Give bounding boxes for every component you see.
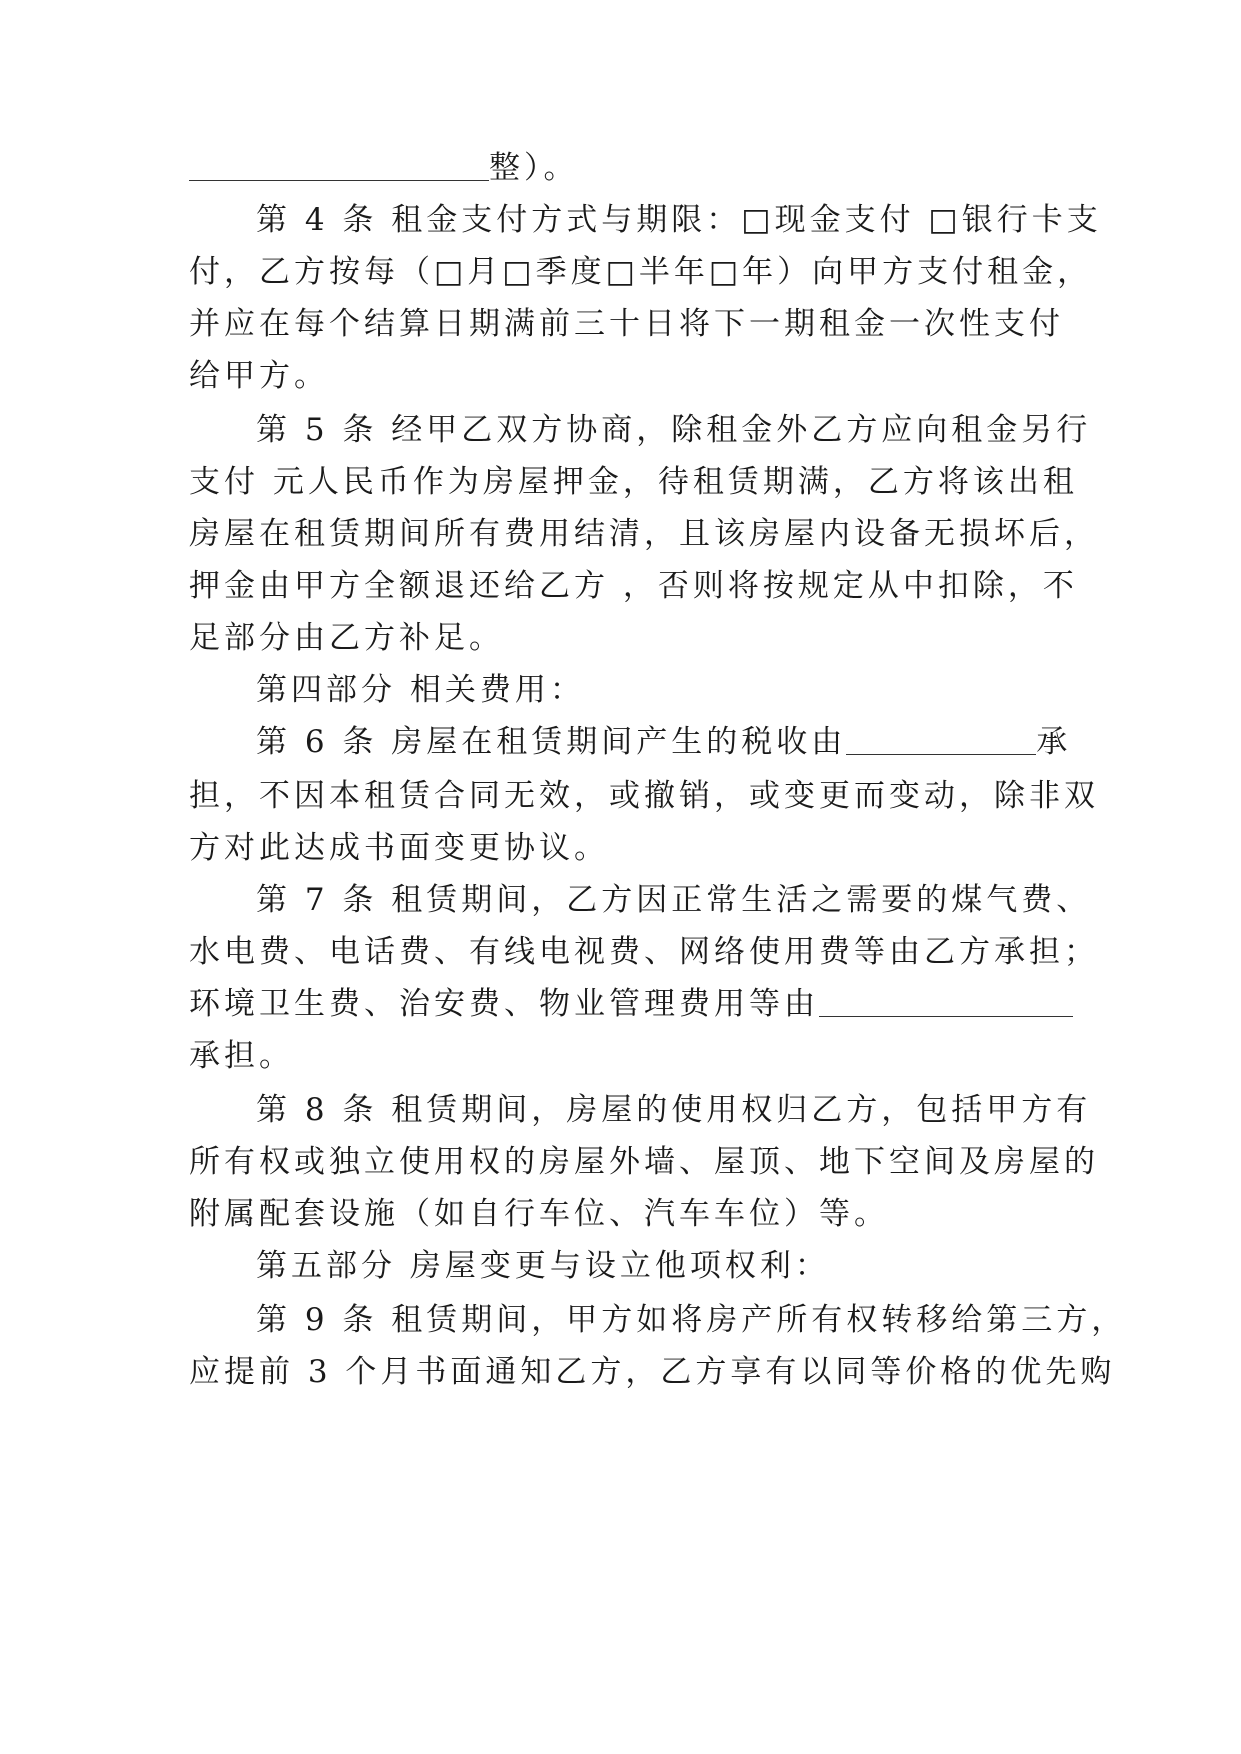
text-line: 担，不因本租赁合同无效，或撤销，或变更而变动，除非双 xyxy=(189,778,1099,814)
clause-4-heading: 第 4 条 租金支付方式与期限：□现金支付 □银行卡支 xyxy=(256,202,1102,238)
text-line: 方对此达成书面变更协议。 xyxy=(189,830,609,866)
clause-6-heading: 第 6 条 房屋在租赁期间产生的税收由 承 xyxy=(256,712,1136,772)
text-line: 应提前 3 个月书面通知乙方，乙方享有以同等价格的优先购 xyxy=(189,1354,1116,1390)
fill-in-blank xyxy=(819,974,1073,1017)
text-line: 附属配套设施（如自行车位、汽车车位）等。 xyxy=(189,1196,889,1232)
text-line: 水电费、电话费、有线电视费、网络使用费等由乙方承担； xyxy=(189,934,1099,970)
text-line: 环境卫生费、治安费、物业管理费用等由 xyxy=(189,974,1069,1034)
clause-8-heading: 第 8 条 租赁期间，房屋的使用权归乙方，包括甲方有 xyxy=(256,1092,1092,1128)
text-line: 给甲方。 xyxy=(189,358,329,394)
text-line: 押金由甲方全额退还给乙方 ，否则将按规定从中扣除，不 xyxy=(189,568,1078,604)
section-5-heading: 第五部分 房屋变更与设立他项权利： xyxy=(256,1248,830,1284)
text-line: 并应在每个结算日期满前三十日将下一期租金一次性支付 xyxy=(189,306,1064,342)
clause-9-heading: 第 9 条 租赁期间，甲方如将房产所有权转移给第三方， xyxy=(256,1302,1127,1338)
text-line: 整）。 xyxy=(189,138,1069,198)
section-4-heading: 第四部分 相关费用： xyxy=(256,672,585,708)
text-line: 付，乙方按每（□月□季度□半年□年）向甲方支付租金， xyxy=(189,254,1093,290)
text-line: 足部分由乙方补足。 xyxy=(189,620,504,656)
text-line: 承担。 xyxy=(189,1038,294,1074)
clause-7-heading: 第 7 条 租赁期间，乙方因正常生活之需要的煤气费、 xyxy=(256,882,1092,918)
text-line: 房屋在租赁期间所有费用结清，且该房屋内设备无损坏后， xyxy=(189,516,1099,552)
fill-in-blank xyxy=(846,712,1036,755)
text-line: 支付 元人民币作为房屋押金，待租赁期满，乙方将该出租 xyxy=(189,464,1078,500)
fill-in-blank xyxy=(189,138,489,181)
text-line: 所有权或独立使用权的房屋外墙、屋顶、地下空间及房屋的 xyxy=(189,1144,1099,1180)
clause-5-heading: 第 5 条 经甲乙双方协商，除租金外乙方应向租金另行 xyxy=(256,412,1092,448)
